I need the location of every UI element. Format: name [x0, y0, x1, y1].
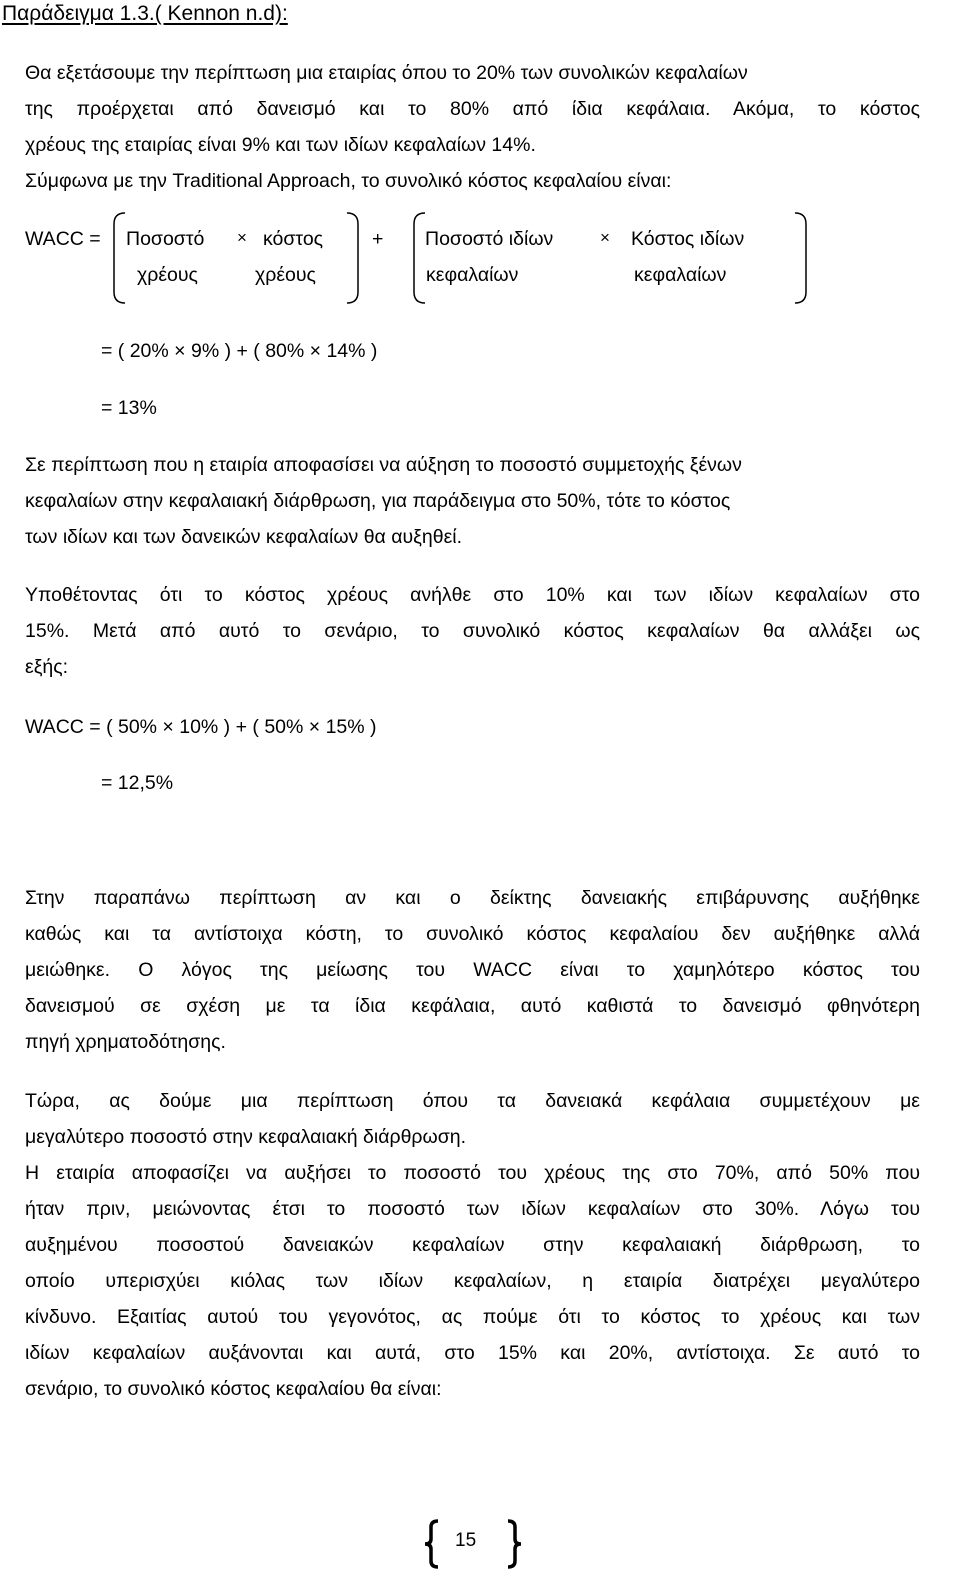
example-heading: Παράδειγμα 1.3.( Kennon n.d):	[2, 2, 288, 25]
left-bracket-2	[412, 212, 426, 304]
text-line: κεφαλαίων στην κεφαλαιακή διάρθρωση, για παράδειγμα στο 50%, τότε το κόστος	[25, 490, 731, 512]
formula-term-equity-cost-sub: κεφαλαίων	[634, 264, 727, 286]
formula-term-debt-cost-sub: χρέους	[255, 264, 316, 286]
text-line: ιδίων κεφαλαίων αυξάνονται και αυτά, στο 15% και 20%, αντίστοιχα. Σε αυτό το	[25, 1342, 920, 1364]
formula-term-equity-share: Ποσοστό ιδίων	[425, 228, 554, 250]
paragraph-3	[25, 577, 920, 685]
text-line: αυξημένου ποσοστού δανειακών κεφαλαίων στην κεφαλαιακή διάρθρωση, το	[25, 1234, 920, 1256]
page-number: 15	[455, 1530, 477, 1551]
times-sign: ×	[600, 228, 610, 247]
right-bracket-2	[794, 212, 808, 304]
text-line: Σύμφωνα με την Traditional Approach, το συνολικό κόστος κεφαλαίου είναι:	[25, 170, 672, 192]
formula-term-equity-cost: Κόστος ιδίων	[631, 228, 745, 250]
calc2-result: = 12,5%	[101, 772, 174, 794]
paragraph-4	[25, 880, 920, 1060]
text-line: χρέους της εταιρίας είναι 9% και των ιδίων κεφαλαίων 14%.	[25, 134, 536, 156]
calc1-expression: = ( 20% × 9% ) + ( 80% × 14% )	[101, 340, 378, 362]
text-line: Υποθέτοντας ότι το κόστος χρέους ανήλθε στο 10% και των ιδίων κεφαλαίων στο	[25, 584, 920, 606]
text-line: εξής:	[25, 656, 69, 678]
text-line: Θα εξετάσουμε την περίπτωση μια εταιρίας όπου το 20% των συνολικών κεφαλαίων	[25, 62, 748, 84]
text-line: των ιδίων και των δανεικών κεφαλαίων θα αυξηθεί.	[25, 526, 463, 548]
formula-term-debt-cost: κόστος	[263, 228, 324, 250]
text-line: της προέρχεται από δανεισμό και το 80% από ίδια κεφάλαια. Ακόμα, το κόστος	[25, 98, 920, 120]
text-line: οποίο υπερισχύει κιόλας των ιδίων κεφαλαίων, η εταιρία διατρέχει μεγαλύτερο	[25, 1270, 920, 1292]
right-bracket-1	[346, 212, 360, 304]
formula-term-debt-share: Ποσοστό	[126, 228, 205, 250]
calc1-result: = 13%	[101, 397, 157, 419]
intro-paragraph	[25, 55, 920, 199]
formula-term-equity-share-sub: κεφαλαίων	[426, 264, 519, 286]
formula-plus: +	[372, 228, 384, 250]
text-line: πηγή χρηματοδότησης.	[25, 1031, 226, 1053]
text-line: ήταν πριν, μειώνοντας έτσι το ποσοστό των ιδίων κεφαλαίων στο 30%. Λόγω του	[25, 1198, 920, 1220]
formula-term-debt-share-sub: χρέους	[137, 264, 198, 286]
text-line: Τώρα, ας δούμε μια περίπτωση όπου τα δανειακά κεφάλαια συμμετέχουν με	[25, 1090, 920, 1112]
text-line: Η εταιρία αποφασίζει να αυξήσει το ποσοστό του χρέους της στο 70%, από 50% που	[25, 1162, 920, 1184]
left-bracket-1	[112, 212, 126, 304]
calc2-expression: WACC = ( 50% × 10% ) + ( 50% × 15% )	[25, 716, 377, 738]
text-line: μειώθηκε. Ο λόγος της μείωσης του WACC είναι το χαμηλότερο κόστος του	[25, 959, 920, 981]
right-brace-decoration	[506, 1520, 522, 1568]
paragraph-5	[25, 1083, 920, 1155]
text-line: μεγαλύτερο ποσοστό στην κεφαλαιακή διάρθρωση.	[25, 1126, 467, 1148]
text-line: Σε περίπτωση που η εταιρία αποφασίσει να αύξηση το ποσοστό συμμετοχής ξένων	[25, 454, 742, 476]
left-brace-decoration	[424, 1520, 440, 1568]
text-line: σενάριο, το συνολικό κόστος κεφαλαίου θα είναι:	[25, 1378, 442, 1400]
text-line: κίνδυνο. Εξαιτίας αυτού του γεγονότος, ας πούμε ότι το κόστος το χρέους και των	[25, 1306, 920, 1328]
formula-lhs: WACC =	[25, 228, 101, 250]
times-sign: ×	[237, 228, 247, 247]
text-line: 15%. Μετά από αυτό το σενάριο, το συνολικό κόστος κεφαλαίων θα αλλάξει ως	[25, 620, 920, 642]
text-line: Στην παραπάνω περίπτωση αν και ο δείκτης δανειακής επιβάρυνσης αυξήθηκε	[25, 887, 920, 909]
paragraph-2	[25, 447, 920, 555]
paragraph-6	[25, 1155, 920, 1407]
text-line: δανεισμού σε σχέση με τα ίδια κεφάλαια, αυτό καθιστά το δανεισμό φθηνότερη	[25, 995, 920, 1017]
text-line: καθώς και τα αντίστοιχα κόστη, το συνολικό κόστος κεφαλαίου δεν αυξήθηκε αλλά	[25, 923, 920, 945]
